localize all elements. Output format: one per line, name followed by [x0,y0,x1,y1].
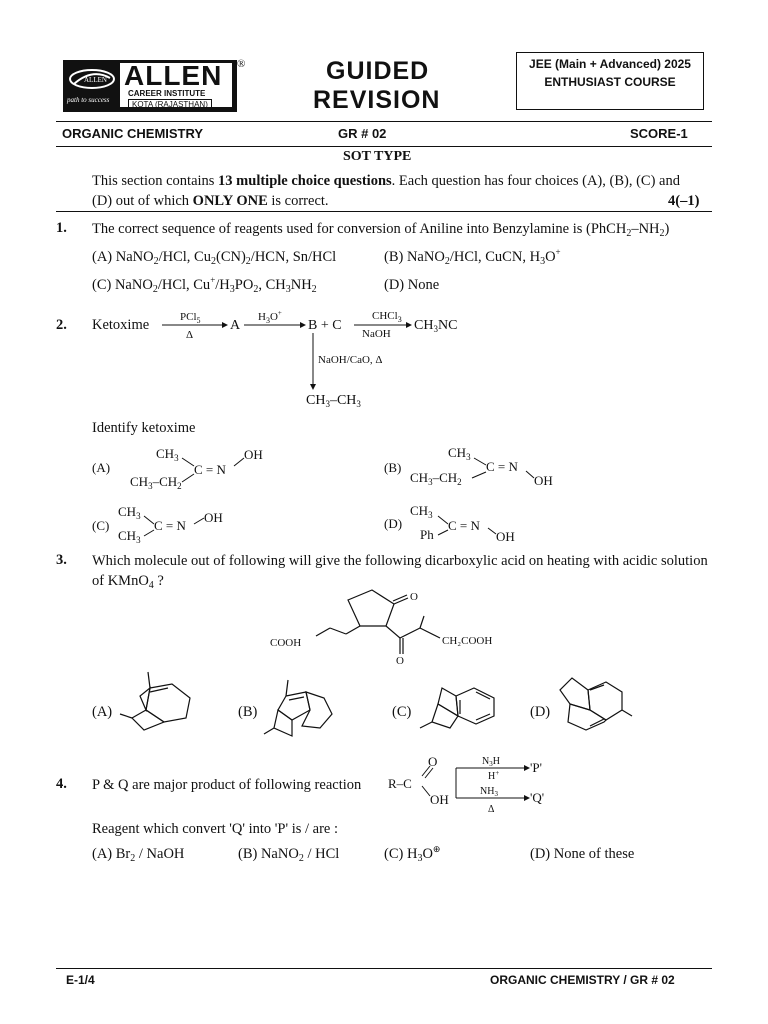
svg-text:CH3–CH2: $CH_3-CH_2$ [130,474,182,491]
course-line-1: JEE (Main + Advanced) 2025 [529,57,691,71]
question-number-3: 3. [56,552,67,568]
question-3-text-line-1: Which molecule out of following will give the following dicarboxylic acid on heating with acidic solution [92,553,708,569]
svg-text:OH: OH [534,473,553,488]
section-type: SOT TYPE [343,149,412,164]
divider [56,146,712,147]
q4-option-a: (A) $Br_2$ / NaOH [92,846,185,864]
svg-text:N3H: $N_3H$ [482,756,500,768]
logo-emblem-icon [66,64,118,96]
cooh-right: CH₂COOH [442,635,493,647]
cooh-left: COOH [270,637,302,649]
svg-text:R–C: R–C [388,776,412,791]
svg-text:NaOH: NaOH [362,328,391,340]
svg-text:C = N: C = N [486,459,518,474]
course-box [516,52,704,110]
q3-option-b-label: (B) [238,704,258,720]
question-number-2: 2. [56,317,67,333]
svg-text:O: O [428,754,438,769]
svg-text:CH3: $CH_3$ [410,503,433,520]
svg-text:CH3–CH2: $CH_3-CH_2$ [410,470,462,487]
logo-subtitle: CAREER INSTITUTE [128,89,206,98]
svg-text:C = N: C = N [154,518,186,533]
svg-text:C = N: C = N [194,462,226,477]
svg-text:OH: OH [496,529,515,544]
q1-option-c: (C) NaNO$_2$/HCl, $Cu^+/H_3PO_2$, $CH_3NH_2$ [92,275,317,295]
q3-option-c-label: (C) [392,704,412,720]
svg-text:OH: OH [244,447,263,462]
q4-option-b: (B) NaNO$_2$ / HCl [238,846,340,864]
course-line-2: ENTHUSIAST COURSE [544,75,676,89]
footer-divider [56,968,712,969]
q3-option-a-structure [116,666,206,736]
ketoxime-label: Ketoxime [92,317,150,333]
section-intro-line-1: This section contains 13 multiple choice questions. Each question has four choices (A), (B), (C) and [92,173,680,189]
svg-text:B + C: B + C [308,318,342,333]
title-line-1: GUIDED [326,57,430,85]
svg-text:CH3–CH3: $CH_3-CH_3$ [306,393,361,408]
q4-option-d: (D) None of these [530,846,635,862]
q2-option-c [90,500,390,548]
svg-text:(B): (B) [384,460,402,475]
logo-tagline: path to success [67,96,110,104]
q4-option-c: (C) $H_3O^\oplus$ [384,844,441,864]
page-number: E-1/4 [66,973,95,987]
q2-option-b [382,442,682,494]
q2-reaction-scheme [150,306,480,408]
question-3-text-line-2: of KMnO$_4$ ? [92,573,164,591]
logo-location: KOTA (RAJASTHAN) [128,99,212,110]
q2-instruction: Identify ketoxime [92,420,196,436]
svg-text:H+: H+ [488,769,500,782]
title-line-2: REVISION [313,86,441,114]
q1-option-d: (D) None [384,277,440,293]
question-number-4: 4. [56,776,67,792]
q3-option-b-structure [262,670,352,740]
q1-option-b: (B) NaNO$_2$/HCl, CuCN, $H_3O^+$ [384,247,561,267]
svg-text:C = N: C = N [448,518,480,533]
svg-text:CH3: $CH_3$ [118,504,141,521]
subject-label: ORGANIC CHEMISTRY [62,126,204,141]
question-number-1: 1. [56,220,67,236]
svg-text:Δ: Δ [488,804,495,815]
svg-text:Ph: Ph [420,527,434,542]
q4-reaction-scheme [386,752,556,816]
svg-text:NaOH/CaO, Δ: NaOH/CaO, Δ [318,354,383,366]
divider [56,211,712,212]
registered-mark: ® [237,58,246,70]
question-1-text: The correct sequence of reagents used for conversion of Aniline into Benzylamine is $(PhCH_2-NH_2)$ [92,221,670,239]
svg-text:Δ: Δ [186,329,194,341]
svg-text:CH3NC: $CH_3NC$ [414,318,458,334]
svg-text:CH3: $CH_3$ [156,446,179,463]
marks-scheme: 4(–1) [668,193,700,209]
svg-text:O: O [410,591,418,603]
section-intro-line-2: (D) out of which ONLY ONE is correct. [92,193,329,209]
q2-option-d [382,500,682,550]
q2-option-a [90,444,390,494]
svg-text:CH3: $CH_3$ [448,445,471,462]
logo-brand: ALLEN [124,60,223,91]
svg-text:(C): (C) [92,518,110,533]
q4-reagent-question: Reagent which convert 'Q' into 'P' is / are : [92,821,339,837]
svg-text:NH3: $NH_3$ [480,786,498,798]
svg-text:CH3: $CH_3$ [118,528,141,545]
svg-text:OH: OH [204,510,223,525]
svg-text:'Q': 'Q' [530,790,545,805]
svg-text:'P': 'P' [530,760,542,775]
score-label: SCORE-1 [630,126,688,141]
svg-text:PCl5: PCl$_5$ [180,311,201,325]
svg-text:OH: OH [430,792,449,807]
svg-text:CHCl3: CHCl$_3$ [372,310,402,324]
question-4-text: P & Q are major product of following reaction [92,777,362,793]
group-label: GR # 02 [338,126,387,141]
q1-option-a: (A) NaNO$_2$/HCl, $Cu_2(CN)_2$/HCN, Sn/HCl [92,249,337,267]
svg-text:(D): (D) [384,516,403,531]
footer-subject: ORGANIC CHEMISTRY / GR # 02 [490,973,675,987]
q3-dicarboxylic-acid-structure [260,582,520,668]
svg-text:ALLEN: ALLEN [84,76,107,84]
q3-option-d-label: (D) [530,704,551,720]
svg-text:A: A [230,318,241,333]
q3-option-a-label: (A) [92,704,113,720]
divider [56,121,712,122]
svg-text:O: O [396,655,404,667]
q3-option-d-structure [552,664,642,736]
svg-text:H3O+: $H_3O^+$ [258,309,282,325]
q3-option-c-structure [416,666,506,736]
svg-text:(A): (A) [92,460,111,475]
